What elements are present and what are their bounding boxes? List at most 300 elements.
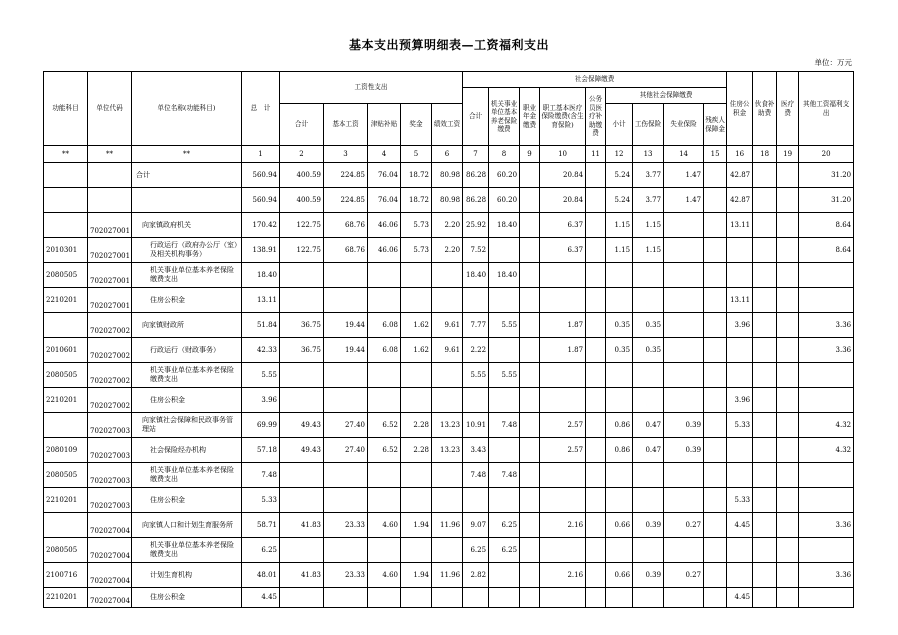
value-cell: 6.25 <box>463 538 489 563</box>
header-subtotal: 小计 <box>606 104 633 146</box>
value-cell <box>753 488 777 513</box>
value-cell: 560.94 <box>242 188 280 213</box>
unit-name-cell <box>132 238 242 263</box>
value-cell <box>727 538 753 563</box>
value-cell <box>664 363 704 388</box>
value-cell <box>586 213 606 238</box>
value-cell <box>401 588 432 608</box>
value-cell <box>727 263 753 288</box>
value-cell: 3.96 <box>242 388 280 413</box>
header-medical: 医疗费 <box>777 72 799 146</box>
value-cell <box>704 263 727 288</box>
value-cell <box>520 513 540 538</box>
value-cell <box>520 538 540 563</box>
unit-name-text: 计划生育机构 <box>150 570 192 579</box>
value-cell: 4.45 <box>727 513 753 538</box>
value-cell <box>520 438 540 463</box>
value-cell <box>520 163 540 188</box>
value-cell <box>520 388 540 413</box>
value-cell <box>777 588 799 608</box>
value-cell <box>324 288 368 313</box>
value-cell: 1.87 <box>540 313 586 338</box>
value-cell <box>324 488 368 513</box>
value-cell <box>401 263 432 288</box>
value-cell <box>489 238 520 263</box>
value-cell <box>520 338 540 363</box>
value-cell <box>540 463 586 488</box>
value-cell: 4.32 <box>799 438 854 463</box>
value-cell <box>586 588 606 608</box>
value-cell <box>489 488 520 513</box>
value-cell <box>633 538 664 563</box>
value-cell <box>489 438 520 463</box>
value-cell <box>401 288 432 313</box>
value-cell: 11.96 <box>432 563 463 588</box>
column-index-cell: ** <box>88 146 132 163</box>
value-cell: 11.96 <box>432 513 463 538</box>
value-cell <box>606 388 633 413</box>
value-cell <box>540 288 586 313</box>
unit-name-cell <box>132 213 242 238</box>
value-cell: 23.33 <box>324 563 368 588</box>
value-cell <box>753 313 777 338</box>
table-row <box>44 438 854 463</box>
unit-code-cell: 702027002 <box>88 363 132 388</box>
value-cell: 7.77 <box>463 313 489 338</box>
value-cell <box>280 363 324 388</box>
value-cell: 76.04 <box>368 163 401 188</box>
value-cell: 400.59 <box>280 188 324 213</box>
value-cell: 0.35 <box>633 313 664 338</box>
value-cell <box>777 488 799 513</box>
value-cell <box>324 363 368 388</box>
value-cell: 68.76 <box>324 213 368 238</box>
value-cell: 122.75 <box>280 213 324 238</box>
value-cell: 6.37 <box>540 213 586 238</box>
func-code-cell <box>44 413 88 438</box>
value-cell <box>704 213 727 238</box>
value-cell <box>368 288 401 313</box>
unit-code-cell: 702027003 <box>88 463 132 488</box>
value-cell: 5.73 <box>401 213 432 238</box>
header-annuity: 职业年金缴费 <box>520 88 540 146</box>
column-index-row <box>44 146 854 163</box>
value-cell <box>520 563 540 588</box>
value-cell: 224.85 <box>324 163 368 188</box>
value-cell: 5.33 <box>727 488 753 513</box>
value-cell <box>586 463 606 488</box>
value-cell <box>753 463 777 488</box>
unit-code-cell: 702027002 <box>88 338 132 363</box>
column-index-cell: 9 <box>520 146 540 163</box>
value-cell <box>664 488 704 513</box>
value-cell: 4.60 <box>368 563 401 588</box>
value-cell <box>664 338 704 363</box>
func-code-cell: 2210201 <box>44 388 88 413</box>
header-total: 总 计 <box>242 72 280 146</box>
value-cell <box>520 288 540 313</box>
func-code-cell <box>44 513 88 538</box>
value-cell: 6.25 <box>489 513 520 538</box>
value-cell: 86.28 <box>463 163 489 188</box>
value-cell: 0.66 <box>606 513 633 538</box>
value-cell: 5.55 <box>489 363 520 388</box>
value-cell <box>324 538 368 563</box>
value-cell <box>753 388 777 413</box>
header-wage-group: 工资性支出 <box>280 72 463 104</box>
value-cell <box>704 388 727 413</box>
value-cell: 0.47 <box>633 413 664 438</box>
value-cell <box>540 538 586 563</box>
header-ss-group: 社会保障缴费 <box>463 72 727 88</box>
value-cell: 2.82 <box>463 563 489 588</box>
func-code-cell <box>44 163 88 188</box>
value-cell: 3.96 <box>727 388 753 413</box>
value-cell: 1.94 <box>401 513 432 538</box>
value-cell <box>777 538 799 563</box>
func-code-cell: 2210201 <box>44 288 88 313</box>
value-cell <box>704 313 727 338</box>
value-cell <box>489 563 520 588</box>
value-cell <box>753 338 777 363</box>
value-cell <box>799 538 854 563</box>
value-cell <box>586 163 606 188</box>
value-cell <box>280 263 324 288</box>
value-cell: 0.39 <box>664 413 704 438</box>
value-cell <box>664 263 704 288</box>
header-perf-wage: 绩效工资 <box>432 104 463 146</box>
value-cell: 6.52 <box>368 413 401 438</box>
func-code-cell: 2080505 <box>44 538 88 563</box>
unit-name-cell <box>132 313 242 338</box>
value-cell: 49.43 <box>280 438 324 463</box>
value-cell: 3.36 <box>799 563 854 588</box>
table-body <box>44 146 854 608</box>
value-cell <box>664 588 704 608</box>
value-cell: 2.57 <box>540 438 586 463</box>
func-code-cell <box>44 188 88 213</box>
value-cell: 1.94 <box>401 563 432 588</box>
value-cell: 4.45 <box>727 588 753 608</box>
value-cell <box>633 263 664 288</box>
unit-name-text: 机关事业单位基本养老保险缴费支出 <box>150 266 234 283</box>
value-cell <box>463 588 489 608</box>
func-code-cell: 2010601 <box>44 338 88 363</box>
value-cell: 23.33 <box>324 513 368 538</box>
value-cell <box>633 463 664 488</box>
value-cell <box>777 213 799 238</box>
value-cell <box>586 388 606 413</box>
value-cell: 42.33 <box>242 338 280 363</box>
value-cell <box>753 438 777 463</box>
unit-name-cell <box>132 463 242 488</box>
value-cell: 13.11 <box>242 288 280 313</box>
unit-name-text: 住房公积金 <box>150 593 185 601</box>
value-cell <box>540 488 586 513</box>
value-cell <box>704 413 727 438</box>
header-disability: 残疾人保障金 <box>704 104 727 146</box>
table-row <box>44 338 854 363</box>
header-func-code: 功能科目 <box>44 72 88 146</box>
value-cell <box>432 363 463 388</box>
value-cell <box>753 588 777 608</box>
value-cell <box>540 263 586 288</box>
func-code-cell: 2210201 <box>44 588 88 608</box>
header-other-wage: 其他工资福利支出 <box>799 72 854 146</box>
unit-name-cell <box>132 563 242 588</box>
unit-name-text: 行政运行（财政事务） <box>150 345 220 354</box>
value-cell <box>586 263 606 288</box>
func-code-cell: 2080505 <box>44 463 88 488</box>
value-cell: 3.43 <box>463 438 489 463</box>
value-cell <box>753 263 777 288</box>
header-bonus: 奖金 <box>401 104 432 146</box>
header-basic-medical: 职工基本医疗保险缴费(含生育保险) <box>540 88 586 146</box>
column-index-cell: 2 <box>280 146 324 163</box>
unit-name-text: 住房公积金 <box>150 395 185 404</box>
value-cell <box>432 463 463 488</box>
value-cell <box>520 413 540 438</box>
value-cell <box>280 288 324 313</box>
value-cell <box>753 363 777 388</box>
column-index-cell: 20 <box>799 146 854 163</box>
column-index-cell: 11 <box>586 146 606 163</box>
value-cell <box>432 538 463 563</box>
value-cell <box>704 188 727 213</box>
value-cell: 6.25 <box>489 538 520 563</box>
table-row <box>44 488 854 513</box>
header-allowance: 津贴补贴 <box>368 104 401 146</box>
unit-code-cell: 702027004 <box>88 538 132 563</box>
value-cell: 1.15 <box>633 238 664 263</box>
unit-code-cell: 702027001 <box>88 288 132 313</box>
value-cell <box>324 388 368 413</box>
unit-name-cell <box>132 288 242 313</box>
value-cell <box>753 163 777 188</box>
value-cell: 3.36 <box>799 513 854 538</box>
value-cell: 0.86 <box>606 413 633 438</box>
value-cell: 13.11 <box>727 288 753 313</box>
value-cell <box>520 213 540 238</box>
header-other-ss-group: 其他社会保障缴费 <box>606 88 727 104</box>
value-cell: 0.39 <box>664 438 704 463</box>
table-row <box>44 463 854 488</box>
unit-name-text: 住房公积金 <box>150 495 185 504</box>
value-cell <box>368 263 401 288</box>
value-cell <box>664 288 704 313</box>
column-index-cell: 1 <box>242 146 280 163</box>
value-cell: 41.83 <box>280 563 324 588</box>
value-cell <box>368 538 401 563</box>
value-cell <box>520 588 540 608</box>
unit-name-cell <box>132 513 242 538</box>
value-cell: 13.23 <box>432 438 463 463</box>
value-cell: 27.40 <box>324 438 368 463</box>
value-cell: 7.48 <box>463 463 489 488</box>
unit-name-text: 向家镇财政所 <box>142 320 184 329</box>
value-cell <box>777 163 799 188</box>
value-cell: 20.84 <box>540 163 586 188</box>
unit-code-cell <box>88 163 132 188</box>
value-cell: 0.35 <box>606 338 633 363</box>
value-cell <box>704 363 727 388</box>
value-cell <box>633 363 664 388</box>
value-cell: 122.75 <box>280 238 324 263</box>
value-cell <box>520 488 540 513</box>
value-cell: 13.23 <box>432 413 463 438</box>
header-basic-wage: 基本工资 <box>324 104 368 146</box>
value-cell <box>704 513 727 538</box>
value-cell <box>704 338 727 363</box>
table-row <box>44 238 854 263</box>
value-cell <box>463 388 489 413</box>
value-cell: 4.45 <box>242 588 280 608</box>
value-cell: 18.40 <box>489 213 520 238</box>
column-index-cell: 10 <box>540 146 586 163</box>
value-cell: 2.16 <box>540 563 586 588</box>
value-cell: 1.47 <box>664 163 704 188</box>
value-cell <box>432 488 463 513</box>
unit-code-cell: 702027002 <box>88 313 132 338</box>
value-cell <box>540 363 586 388</box>
value-cell: 18.72 <box>401 188 432 213</box>
value-cell: 48.01 <box>242 563 280 588</box>
value-cell <box>753 238 777 263</box>
value-cell: 4.32 <box>799 413 854 438</box>
unit-name-text: 向家镇社会保障和民政事务管理站 <box>142 416 233 433</box>
value-cell <box>799 288 854 313</box>
table-row <box>44 313 854 338</box>
value-cell: 5.55 <box>242 363 280 388</box>
value-cell <box>520 188 540 213</box>
value-cell <box>280 463 324 488</box>
value-cell: 6.25 <box>242 538 280 563</box>
unit-code-cell: 702027003 <box>88 488 132 513</box>
value-cell <box>520 263 540 288</box>
value-cell <box>727 363 753 388</box>
value-cell <box>633 388 664 413</box>
value-cell: 1.87 <box>540 338 586 363</box>
column-index-cell: 18 <box>753 146 777 163</box>
value-cell: 0.39 <box>633 513 664 538</box>
value-cell: 31.20 <box>799 163 854 188</box>
value-cell: 0.35 <box>606 313 633 338</box>
value-cell: 5.55 <box>463 363 489 388</box>
value-cell <box>727 238 753 263</box>
value-cell: 18.40 <box>463 263 489 288</box>
unit-name-cell <box>132 263 242 288</box>
unit-name-cell <box>132 363 242 388</box>
value-cell <box>432 288 463 313</box>
value-cell: 3.36 <box>799 313 854 338</box>
value-cell <box>704 488 727 513</box>
value-cell <box>401 463 432 488</box>
value-cell <box>664 238 704 263</box>
table-row <box>44 513 854 538</box>
value-cell <box>324 588 368 608</box>
unit-label: 单位：万元 <box>814 58 852 67</box>
value-cell <box>664 388 704 413</box>
value-cell: 19.44 <box>324 313 368 338</box>
value-cell <box>727 463 753 488</box>
header-housing-fund: 住房公积金 <box>727 72 753 146</box>
unit-name-text: 机关事业单位基本养老保险缴费支出 <box>150 366 234 383</box>
value-cell <box>799 363 854 388</box>
unit-code-cell: 702027001 <box>88 213 132 238</box>
table-row <box>44 213 854 238</box>
func-code-cell: 2100716 <box>44 563 88 588</box>
value-cell: 1.62 <box>401 338 432 363</box>
value-cell: 1.15 <box>606 238 633 263</box>
value-cell <box>368 488 401 513</box>
value-cell: 6.08 <box>368 338 401 363</box>
column-index-cell: 7 <box>463 146 489 163</box>
value-cell <box>586 438 606 463</box>
value-cell <box>432 588 463 608</box>
value-cell: 0.35 <box>633 338 664 363</box>
value-cell: 3.77 <box>633 188 664 213</box>
table-row <box>44 563 854 588</box>
value-cell: 3.77 <box>633 163 664 188</box>
column-index-cell: 19 <box>777 146 799 163</box>
value-cell <box>799 263 854 288</box>
value-cell: 1.62 <box>401 313 432 338</box>
value-cell: 2.28 <box>401 413 432 438</box>
value-cell: 18.40 <box>242 263 280 288</box>
value-cell <box>280 538 324 563</box>
value-cell: 1.47 <box>664 188 704 213</box>
header-unit-name: 单位名称(功能科目) <box>132 72 242 146</box>
value-cell: 18.40 <box>489 263 520 288</box>
value-cell: 20.84 <box>540 188 586 213</box>
value-cell <box>753 413 777 438</box>
value-cell <box>633 488 664 513</box>
value-cell: 86.28 <box>463 188 489 213</box>
value-cell: 80.98 <box>432 188 463 213</box>
value-cell <box>664 213 704 238</box>
value-cell: 68.76 <box>324 238 368 263</box>
header-unit-code: 单位代码 <box>88 72 132 146</box>
value-cell: 36.75 <box>280 313 324 338</box>
value-cell <box>489 388 520 413</box>
column-index-cell: 12 <box>606 146 633 163</box>
value-cell <box>704 163 727 188</box>
unit-code-cell: 702027004 <box>88 563 132 588</box>
unit-name-text: 向家镇人口和计划生育服务所 <box>142 520 233 529</box>
table-row <box>44 163 854 188</box>
value-cell: 7.52 <box>463 238 489 263</box>
header-unemployment: 失业保险 <box>664 104 704 146</box>
value-cell <box>799 463 854 488</box>
unit-code-cell: 702027001 <box>88 263 132 288</box>
value-cell: 27.40 <box>324 413 368 438</box>
value-cell: 2.16 <box>540 513 586 538</box>
value-cell <box>324 263 368 288</box>
value-cell <box>799 488 854 513</box>
header-meal-subsidy: 伙食补助费 <box>753 72 777 146</box>
value-cell: 10.91 <box>463 413 489 438</box>
value-cell: 49.43 <box>280 413 324 438</box>
value-cell: 1.15 <box>633 213 664 238</box>
value-cell <box>753 288 777 313</box>
value-cell: 41.83 <box>280 513 324 538</box>
value-cell <box>777 288 799 313</box>
value-cell <box>489 288 520 313</box>
value-cell: 2.20 <box>432 213 463 238</box>
value-cell <box>633 588 664 608</box>
value-cell: 138.91 <box>242 238 280 263</box>
value-cell <box>520 363 540 388</box>
